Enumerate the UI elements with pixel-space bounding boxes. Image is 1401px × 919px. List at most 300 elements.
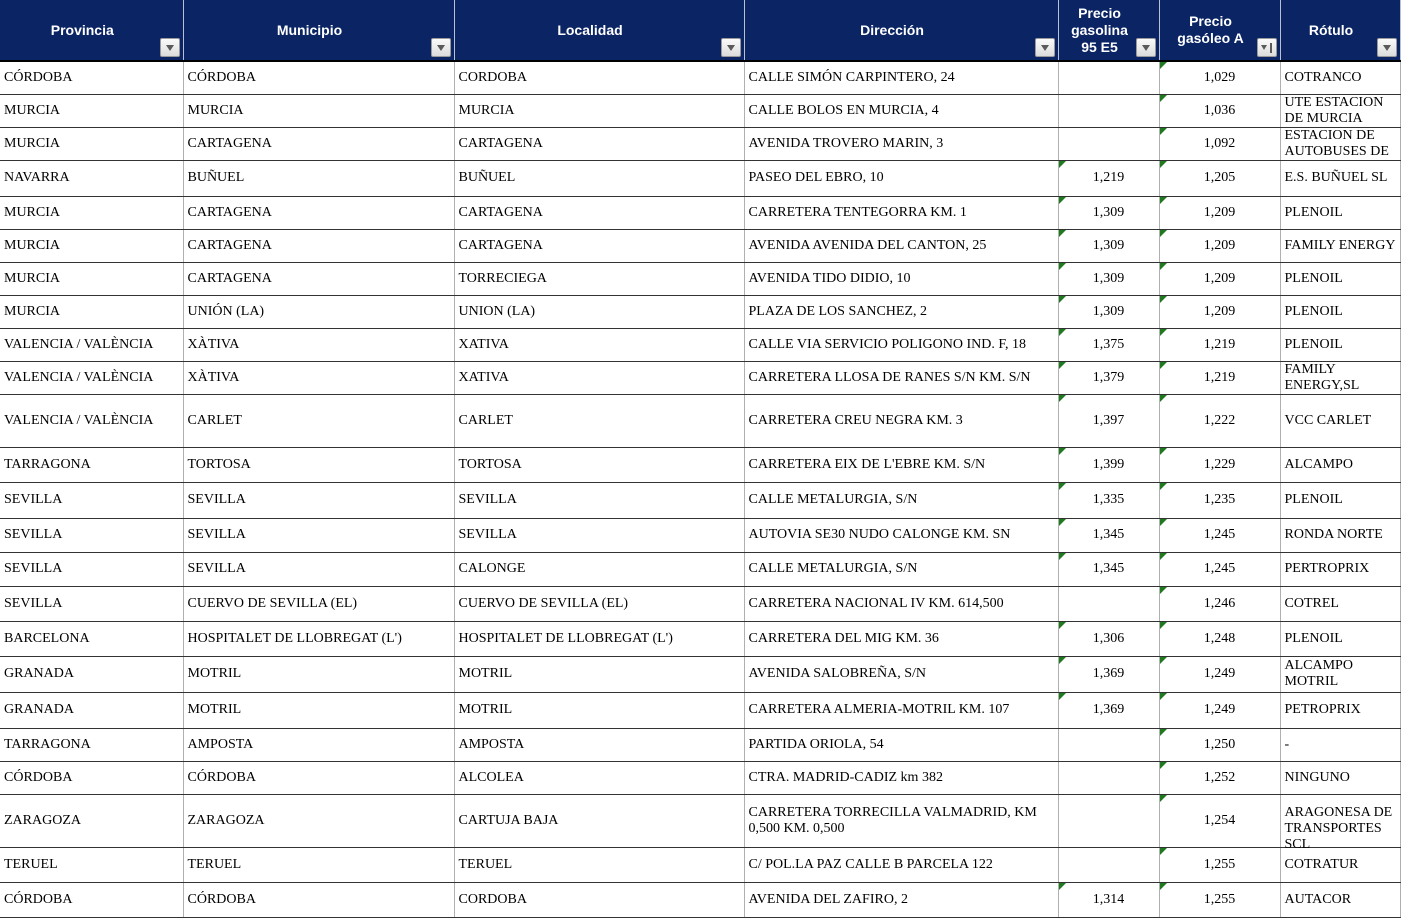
cell-localidad[interactable] xyxy=(454,160,744,196)
cell-rotulo[interactable] xyxy=(1280,196,1400,229)
cell-value: UNION (LA) xyxy=(458,303,536,319)
cell-direccion[interactable] xyxy=(744,482,1058,518)
cell-value: C/ POL.LA PAZ CALLE B PARCELA 122 xyxy=(748,856,993,872)
cell-gasolina[interactable] xyxy=(1058,61,1159,94)
cell-gasolina[interactable] xyxy=(1058,328,1159,361)
cell-value: 1,219 xyxy=(1092,170,1125,185)
cell-gasolina[interactable] xyxy=(1058,295,1159,328)
cell-gasoleo[interactable] xyxy=(1159,552,1280,586)
cell-municipio[interactable] xyxy=(183,656,454,692)
cell-rotulo[interactable] xyxy=(1280,160,1400,196)
cell-provincia[interactable] xyxy=(0,728,183,761)
cell-value: XÀTIVA xyxy=(187,336,240,352)
cell-value: CARRETERA TORRECILLA VALMADRID, KM 0,500 KM. 0,500 xyxy=(748,804,1037,836)
cell-municipio[interactable] xyxy=(183,229,454,262)
cell-municipio[interactable] xyxy=(183,794,454,847)
cell-value: MURCIA xyxy=(458,102,515,118)
cell-municipio[interactable] xyxy=(183,262,454,295)
cell-value: PLAZA DE LOS SANCHEZ, 2 xyxy=(748,303,928,319)
cell-localidad[interactable] xyxy=(454,229,744,262)
cell-gasolina[interactable] xyxy=(1058,882,1159,917)
table-row xyxy=(0,447,1400,482)
cell-provincia[interactable] xyxy=(0,361,183,394)
cell-provincia[interactable] xyxy=(0,295,183,328)
cell-value: CORDOBA xyxy=(458,891,527,907)
cell-provincia[interactable] xyxy=(0,229,183,262)
table-row xyxy=(0,794,1400,847)
cell-value: 1,375 xyxy=(1092,336,1125,352)
cell-gasoleo[interactable] xyxy=(1159,728,1280,761)
cell-value: MOTRIL xyxy=(458,702,513,717)
cell-value: SEVILLA xyxy=(4,595,63,611)
cell-value: CALLE BOLOS EN MURCIA, 4 xyxy=(748,102,939,118)
cell-provincia[interactable] xyxy=(0,518,183,552)
cell-gasoleo[interactable] xyxy=(1159,262,1280,295)
cell-localidad[interactable] xyxy=(454,761,744,794)
cell-value: NINGUNO xyxy=(1284,769,1350,785)
cell-gasolina[interactable] xyxy=(1058,518,1159,552)
cell-localidad[interactable] xyxy=(454,482,744,518)
cell-direccion[interactable] xyxy=(744,447,1058,482)
cell-value: 1,219 xyxy=(1203,336,1236,352)
cell-municipio[interactable] xyxy=(183,328,454,361)
cell-rotulo[interactable] xyxy=(1280,394,1400,447)
cell-localidad[interactable] xyxy=(454,794,744,847)
filter-dropdown-button[interactable] xyxy=(1035,38,1055,57)
cell-municipio[interactable] xyxy=(183,61,454,94)
filter-dropdown-button[interactable] xyxy=(1136,38,1156,57)
table-row xyxy=(0,94,1400,127)
cell-gasolina[interactable] xyxy=(1058,447,1159,482)
cell-provincia[interactable] xyxy=(0,94,183,127)
cell-direccion[interactable] xyxy=(744,394,1058,447)
cell-provincia[interactable] xyxy=(0,656,183,692)
cell-direccion[interactable] xyxy=(744,552,1058,586)
cell-gasolina[interactable] xyxy=(1058,847,1159,882)
cell-direccion[interactable] xyxy=(744,847,1058,882)
cell-value: 1,369 xyxy=(1092,702,1125,717)
table-row xyxy=(0,518,1400,552)
cell-gasolina[interactable] xyxy=(1058,552,1159,586)
filter-dropdown-button[interactable] xyxy=(721,38,741,57)
cell-localidad[interactable] xyxy=(454,295,744,328)
cell-provincia[interactable] xyxy=(0,882,183,917)
cell-direccion[interactable] xyxy=(744,518,1058,552)
cell-value: 1,309 xyxy=(1092,303,1125,319)
cell-value: MURCIA xyxy=(4,102,61,118)
cell-value: 1,335 xyxy=(1092,492,1125,507)
cell-value: AUTACOR xyxy=(1284,891,1352,907)
cell-municipio[interactable] xyxy=(183,552,454,586)
cell-rotulo[interactable] xyxy=(1280,361,1400,394)
cell-value: CÓRDOBA xyxy=(4,69,73,85)
filter-dropdown-button[interactable] xyxy=(431,38,451,57)
cell-gasoleo[interactable] xyxy=(1159,94,1280,127)
cell-value: 1,219 xyxy=(1203,369,1236,385)
cell-value: ALCOLEA xyxy=(458,769,524,785)
cell-localidad[interactable] xyxy=(454,196,744,229)
cell-rotulo[interactable] xyxy=(1280,295,1400,328)
cell-gasolina[interactable] xyxy=(1058,761,1159,794)
cell-value: PLENOIL xyxy=(1284,270,1343,286)
column-header-label: Municipio xyxy=(276,21,343,38)
cell-direccion[interactable] xyxy=(744,728,1058,761)
cell-provincia[interactable] xyxy=(0,61,183,94)
cell-localidad[interactable] xyxy=(454,586,744,621)
cell-direccion[interactable] xyxy=(744,262,1058,295)
cell-gasoleo[interactable] xyxy=(1159,518,1280,552)
cell-value: MOTRIL xyxy=(187,702,242,717)
cell-provincia[interactable] xyxy=(0,794,183,847)
cell-provincia[interactable] xyxy=(0,847,183,882)
cell-value: CARRETERA DEL MIG KM. 36 xyxy=(748,630,939,646)
table-row xyxy=(0,262,1400,295)
header-row xyxy=(0,0,1400,61)
cell-municipio[interactable] xyxy=(183,728,454,761)
cell-value: CARRETERA LLOSA DE RANES S/N KM. S/N xyxy=(748,369,1031,385)
cell-localidad[interactable] xyxy=(454,728,744,761)
cell-rotulo[interactable] xyxy=(1280,482,1400,518)
column-header-label: Dirección xyxy=(860,21,924,38)
column-header-gasolina xyxy=(1058,0,1159,61)
cell-value: CARRETERA TENTEGORRA KM. 1 xyxy=(748,204,967,220)
cell-municipio[interactable] xyxy=(183,160,454,196)
cell-gasolina[interactable] xyxy=(1058,482,1159,518)
cell-value: SEVILLA xyxy=(187,527,246,542)
table-row xyxy=(0,127,1400,160)
cell-value: SEVILLA xyxy=(458,492,517,507)
cell-rotulo[interactable] xyxy=(1280,127,1400,160)
cell-gasoleo[interactable] xyxy=(1159,295,1280,328)
cell-gasoleo[interactable] xyxy=(1159,586,1280,621)
cell-gasoleo[interactable] xyxy=(1159,447,1280,482)
cell-localidad[interactable] xyxy=(454,552,744,586)
cell-direccion[interactable] xyxy=(744,127,1058,160)
cell-direccion[interactable] xyxy=(744,882,1058,917)
cell-value: AVENIDA TIDO DIDIO, 10 xyxy=(748,270,911,286)
cell-rotulo[interactable] xyxy=(1280,447,1400,482)
cell-value: CARTAGENA xyxy=(187,270,272,286)
cell-value: 1,309 xyxy=(1092,270,1125,286)
cell-provincia[interactable] xyxy=(0,160,183,196)
cell-municipio[interactable] xyxy=(183,196,454,229)
cell-provincia[interactable] xyxy=(0,127,183,160)
cell-localidad[interactable] xyxy=(454,328,744,361)
cell-provincia[interactable] xyxy=(0,262,183,295)
cell-gasolina[interactable] xyxy=(1058,586,1159,621)
table-row xyxy=(0,328,1400,361)
cell-value: AMPOSTA xyxy=(458,736,525,752)
cell-localidad[interactable] xyxy=(454,621,744,656)
cell-gasolina[interactable] xyxy=(1058,394,1159,447)
cell-direccion[interactable] xyxy=(744,794,1058,847)
cell-provincia[interactable] xyxy=(0,586,183,621)
table-body xyxy=(0,61,1400,917)
cell-rotulo[interactable] xyxy=(1280,586,1400,621)
cell-provincia[interactable] xyxy=(0,482,183,518)
cell-value: BARCELONA xyxy=(4,630,90,646)
cell-value: 1,254 xyxy=(1203,812,1236,828)
cell-gasolina[interactable] xyxy=(1058,160,1159,196)
cell-rotulo[interactable] xyxy=(1280,229,1400,262)
cell-rotulo[interactable] xyxy=(1280,761,1400,794)
cell-value: CORDOBA xyxy=(458,69,527,85)
cell-value: MURCIA xyxy=(4,204,61,220)
cell-municipio[interactable] xyxy=(183,761,454,794)
cell-rotulo[interactable] xyxy=(1280,61,1400,94)
column-header-label: Rótulo xyxy=(1308,21,1354,38)
cell-value: CARRETERA EIX DE L'EBRE KM. S/N xyxy=(748,456,986,472)
cell-municipio[interactable] xyxy=(183,882,454,917)
cell-rotulo[interactable] xyxy=(1280,94,1400,127)
cell-value: 1,397 xyxy=(1092,412,1125,428)
cell-provincia[interactable] xyxy=(0,447,183,482)
cell-rotulo[interactable] xyxy=(1280,621,1400,656)
cell-municipio[interactable] xyxy=(183,295,454,328)
cell-value: TORTOSA xyxy=(187,456,251,472)
cell-localidad[interactable] xyxy=(454,847,744,882)
cell-localidad[interactable] xyxy=(454,692,744,728)
cell-localidad[interactable] xyxy=(454,262,744,295)
table-row xyxy=(0,295,1400,328)
cell-rotulo[interactable] xyxy=(1280,552,1400,586)
cell-gasolina[interactable] xyxy=(1058,728,1159,761)
cell-value: GRANADA xyxy=(4,666,74,681)
cell-value: SEVILLA xyxy=(4,561,63,576)
table-row xyxy=(0,586,1400,621)
cell-value: CARTUJA BAJA xyxy=(458,812,559,828)
cell-value: CARTAGENA xyxy=(458,135,543,151)
cell-value: TARRAGONA xyxy=(4,456,91,472)
cell-value: 1,209 xyxy=(1203,237,1236,253)
cell-value: 1,252 xyxy=(1203,769,1236,785)
cell-value: MURCIA xyxy=(4,135,61,151)
cell-value: MURCIA xyxy=(4,303,61,319)
cell-direccion[interactable] xyxy=(744,229,1058,262)
cell-gasoleo[interactable] xyxy=(1159,196,1280,229)
cell-direccion[interactable] xyxy=(744,94,1058,127)
cell-value: SEVILLA xyxy=(187,561,246,576)
cell-gasolina[interactable] xyxy=(1058,621,1159,656)
cell-localidad[interactable] xyxy=(454,61,744,94)
cell-municipio[interactable] xyxy=(183,847,454,882)
cell-rotulo[interactable] xyxy=(1280,882,1400,917)
cell-value: SEVILLA xyxy=(4,527,63,542)
cell-gasolina[interactable] xyxy=(1058,361,1159,394)
cell-localidad[interactable] xyxy=(454,518,744,552)
cell-value: CÓRDOBA xyxy=(187,69,256,85)
cell-gasoleo[interactable] xyxy=(1159,794,1280,847)
cell-provincia[interactable] xyxy=(0,761,183,794)
table-row xyxy=(0,482,1400,518)
cell-value: MURCIA xyxy=(187,102,244,118)
cell-provincia[interactable] xyxy=(0,552,183,586)
cell-provincia[interactable] xyxy=(0,692,183,728)
cell-municipio[interactable] xyxy=(183,127,454,160)
cell-value: MOTRIL xyxy=(187,666,242,681)
cell-value: MURCIA xyxy=(4,237,61,253)
cell-direccion[interactable] xyxy=(744,160,1058,196)
cell-rotulo[interactable] xyxy=(1280,656,1400,692)
table-row xyxy=(0,394,1400,447)
cell-value: 1,245 xyxy=(1203,527,1236,542)
cell-value: 1,245 xyxy=(1203,561,1236,576)
cell-direccion[interactable] xyxy=(744,361,1058,394)
cell-municipio[interactable] xyxy=(183,361,454,394)
cell-gasolina[interactable] xyxy=(1058,94,1159,127)
cell-value: CARRETERA ALMERIA-MOTRIL KM. 107 xyxy=(748,702,1010,717)
cell-value: CARTAGENA xyxy=(187,135,272,151)
cell-provincia[interactable] xyxy=(0,196,183,229)
cell-value: VALENCIA / VALÈNCIA xyxy=(4,369,154,385)
cell-value: CALLE VIA SERVICIO POLIGONO IND. F, 18 xyxy=(748,336,1026,352)
cell-municipio[interactable] xyxy=(183,518,454,552)
cell-value: 1,379 xyxy=(1092,369,1125,385)
cell-rotulo[interactable] xyxy=(1280,262,1400,295)
cell-value: AUTOVIA SE30 NUDO CALONGE KM. SN xyxy=(748,527,1011,542)
cell-value: BUÑUEL xyxy=(187,170,245,185)
column-header-provincia xyxy=(0,0,183,61)
cell-municipio[interactable] xyxy=(183,621,454,656)
cell-value: 1,309 xyxy=(1092,204,1125,220)
cell-gasoleo[interactable] xyxy=(1159,127,1280,160)
cell-value: FAMILY ENERGY xyxy=(1284,237,1396,253)
cell-rotulo[interactable] xyxy=(1280,728,1400,761)
column-header-label: Localidad xyxy=(557,21,623,38)
cell-value: FAMILY ENERGY,SL xyxy=(1284,361,1360,393)
cell-municipio[interactable] xyxy=(183,692,454,728)
cell-gasolina[interactable] xyxy=(1058,127,1159,160)
cell-localidad[interactable] xyxy=(454,361,744,394)
filter-dropdown-button[interactable] xyxy=(160,38,180,57)
cell-value: 1,369 xyxy=(1092,666,1125,681)
cell-gasoleo[interactable] xyxy=(1159,621,1280,656)
cell-value: 1,205 xyxy=(1203,170,1236,185)
cell-value: CALONGE xyxy=(458,561,526,576)
cell-gasolina[interactable] xyxy=(1058,262,1159,295)
cell-value: TORRECIEGA xyxy=(458,270,547,286)
cell-municipio[interactable] xyxy=(183,586,454,621)
cell-gasoleo[interactable] xyxy=(1159,656,1280,692)
cell-direccion[interactable] xyxy=(744,656,1058,692)
cell-value: PLENOIL xyxy=(1284,492,1343,507)
table-row xyxy=(0,761,1400,794)
cell-municipio[interactable] xyxy=(183,447,454,482)
cell-rotulo[interactable] xyxy=(1280,328,1400,361)
cell-gasoleo[interactable] xyxy=(1159,482,1280,518)
cell-value: CARTAGENA xyxy=(187,204,272,220)
cell-value: COTRATUR xyxy=(1284,856,1359,872)
cell-localidad[interactable] xyxy=(454,127,744,160)
cell-localidad[interactable] xyxy=(454,94,744,127)
cell-value: 1,029 xyxy=(1203,69,1236,85)
cell-value: 1,036 xyxy=(1203,102,1236,118)
cell-provincia[interactable] xyxy=(0,394,183,447)
cell-rotulo[interactable] xyxy=(1280,847,1400,882)
cell-value: XATIVA xyxy=(458,369,509,385)
sort-filter-button[interactable] xyxy=(1257,38,1277,57)
cell-gasolina[interactable] xyxy=(1058,692,1159,728)
cell-direccion[interactable] xyxy=(744,196,1058,229)
cell-rotulo[interactable] xyxy=(1280,518,1400,552)
cell-direccion[interactable] xyxy=(744,761,1058,794)
cell-value: - xyxy=(1284,736,1290,752)
cell-gasoleo[interactable] xyxy=(1159,692,1280,728)
cell-value: 1,248 xyxy=(1203,630,1236,646)
cell-municipio[interactable] xyxy=(183,394,454,447)
cell-gasoleo[interactable] xyxy=(1159,160,1280,196)
cell-gasoleo[interactable] xyxy=(1159,761,1280,794)
cell-rotulo[interactable] xyxy=(1280,794,1400,852)
cell-value: AMPOSTA xyxy=(187,736,254,752)
cell-direccion[interactable] xyxy=(744,328,1058,361)
cell-localidad[interactable] xyxy=(454,656,744,692)
cell-gasoleo[interactable] xyxy=(1159,882,1280,917)
cell-value: CARLET xyxy=(458,412,513,428)
cell-value: CARRETERA NACIONAL IV KM. 614,500 xyxy=(748,595,1004,611)
cell-municipio[interactable] xyxy=(183,482,454,518)
cell-value: SEVILLA xyxy=(458,527,517,542)
table-row xyxy=(0,728,1400,761)
column-header-localidad xyxy=(454,0,744,61)
cell-value: COTRANCO xyxy=(1284,69,1362,85)
cell-value: 1,255 xyxy=(1203,856,1236,872)
cell-value: CARTAGENA xyxy=(458,204,543,220)
cell-gasoleo[interactable] xyxy=(1159,394,1280,447)
cell-value: AVENIDA DEL ZAFIRO, 2 xyxy=(748,891,908,907)
cell-value: ZARAGOZA xyxy=(4,812,81,828)
cell-gasoleo[interactable] xyxy=(1159,361,1280,394)
cell-municipio[interactable] xyxy=(183,94,454,127)
cell-provincia[interactable] xyxy=(0,621,183,656)
cell-value: CARTAGENA xyxy=(187,237,272,253)
table-row xyxy=(0,882,1400,917)
filter-dropdown-button[interactable] xyxy=(1377,38,1397,57)
cell-gasoleo[interactable] xyxy=(1159,328,1280,361)
table-row xyxy=(0,196,1400,229)
cell-gasolina[interactable] xyxy=(1058,656,1159,692)
cell-provincia[interactable] xyxy=(0,328,183,361)
cell-rotulo[interactable] xyxy=(1280,692,1400,728)
cell-localidad[interactable] xyxy=(454,882,744,917)
cell-value: COTREL xyxy=(1284,595,1339,611)
cell-value: TERUEL xyxy=(458,856,513,872)
cell-gasoleo[interactable] xyxy=(1159,847,1280,882)
cell-value: 1,255 xyxy=(1203,891,1236,907)
cell-direccion[interactable] xyxy=(744,621,1058,656)
table-row xyxy=(0,229,1400,262)
cell-value: CÓRDOBA xyxy=(4,769,73,785)
cell-localidad[interactable] xyxy=(454,394,744,447)
cell-direccion[interactable] xyxy=(744,295,1058,328)
cell-value: 1,229 xyxy=(1203,456,1236,472)
cell-direccion[interactable] xyxy=(744,586,1058,621)
cell-gasolina[interactable] xyxy=(1058,196,1159,229)
cell-gasoleo[interactable] xyxy=(1159,61,1280,94)
cell-localidad[interactable] xyxy=(454,447,744,482)
cell-value: TORTOSA xyxy=(458,456,522,472)
cell-value: RONDA NORTE xyxy=(1284,527,1383,542)
cell-direccion[interactable] xyxy=(744,61,1058,94)
cell-value: TERUEL xyxy=(4,856,58,872)
cell-direccion[interactable] xyxy=(744,692,1058,728)
cell-value: 1,092 xyxy=(1203,135,1236,151)
cell-gasolina[interactable] xyxy=(1058,229,1159,262)
cell-gasoleo[interactable] xyxy=(1159,229,1280,262)
cell-gasolina[interactable] xyxy=(1058,794,1159,847)
column-header-municipio xyxy=(183,0,454,61)
table-row xyxy=(0,361,1400,394)
